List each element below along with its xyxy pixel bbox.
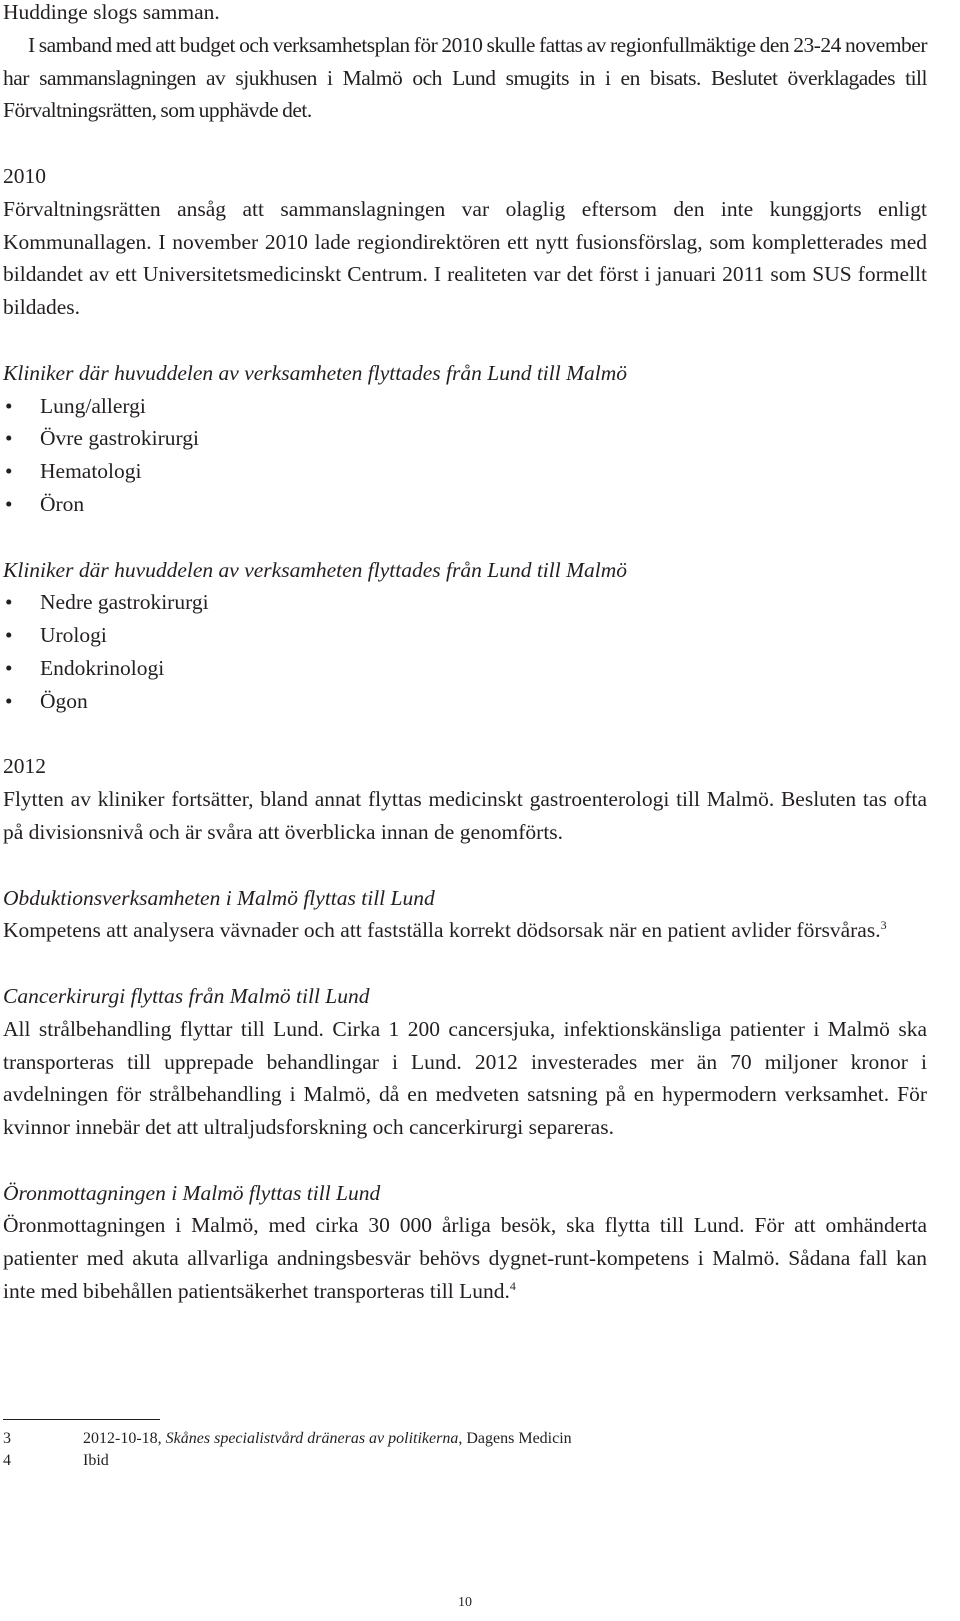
bullet-icon: • — [5, 426, 13, 451]
spacer — [3, 1144, 927, 1177]
bullet-icon: • — [5, 688, 13, 713]
clinic-list-heading-1: Kliniker där huvuddelen av verksamheten flyttades från Lund till Malmö — [3, 360, 627, 385]
list-item: • Lung/allergi — [3, 390, 927, 423]
footnote-ref: 3 — [880, 918, 887, 933]
footnote-text: 2012-10-18, Skånes specialistvård dräneras av politikerna, Dagens Medicin — [83, 1430, 572, 1447]
bullet-icon: • — [5, 459, 13, 484]
spacer — [3, 718, 927, 751]
spacer — [3, 127, 927, 160]
spacer — [3, 324, 927, 357]
cancer-heading: Cancerkirurgi flyttas från Malmö till Lund — [3, 983, 370, 1008]
document-page — [3, 0, 927, 1308]
intro-line: Huddinge slogs samman. — [3, 0, 220, 24]
page-number: 10 — [458, 1595, 472, 1610]
section-2012-paragraph: Flytten av kliniker fortsätter, bland annat flyttas medicinskt gastroenterologi till Malmö. Besluten tas ofta på divisionsnivå och är svåra att överblicka innan de genomförts. — [3, 787, 927, 844]
bullet-icon: • — [5, 655, 13, 680]
section-heading-2010: 2010 — [3, 163, 46, 188]
obduktion-paragraph: Kompetens att analysera vävnader och att fastställa korrekt dödsorsak när en patient avlider försvåras.$^3$ — [3, 918, 887, 943]
list-item: • Urologi — [3, 619, 927, 652]
clinic-list-1 — [3, 390, 927, 521]
cancer-paragraph: All strålbehandling flyttar till Lund. Cirka 1 200 cancersjuka, infektionskänsliga patienter i Malmö ska transporteras till upprepade behandlingar i Lund. 2012 investerades mer än 70 miljoner kronor i avdelningen för strålbehandling i Malmö, då en medveten satsning på en hypermodern verksamhet. För kvinnor innebär det att ultraljudsforskning och cancerkirurgi separeras. — [3, 1016, 927, 1140]
footnote-ref: 4 — [509, 1278, 516, 1293]
list-item: • Endokrinologi — [3, 652, 927, 685]
bullet-icon: • — [5, 393, 13, 418]
list-item: • Ögon — [3, 685, 927, 718]
list-item: • Övre gastrokirurgi — [3, 422, 927, 455]
footnote-text: Ibid — [83, 1452, 109, 1469]
clinic-list-2 — [3, 586, 927, 717]
clinic-list-heading-2: Kliniker där huvuddelen av verksamheten flyttades från Lund till Malmö — [3, 557, 627, 582]
intro-paragraph: I samband med att budget och verksamhetsplan för 2010 skulle fattas av regionfullmäktige den 23-24 november har sammanslagningen av sjukhusen i Malmö och Lund smugits in i en bisats. Beslutet överklagades till Förvaltningsrätten, som upphävde det. — [3, 32, 927, 123]
spacer — [3, 849, 927, 882]
bullet-icon: • — [5, 590, 13, 615]
footnote-number: 4 — [3, 1452, 11, 1469]
footnote-title: Skånes specialistvård dräneras av politikerna — [165, 1430, 459, 1447]
oron-paragraph: Öronmottagningen i Malmö, med cirka 30 000 årliga besök, ska flytta till Lund. För att omhänderta patienter med akuta allvarliga andningsbesvär behövs dygnet-runt-kompetens i Malmö. Sådana fall kan inte med bibehållen patientsäkerhet transporteras till Lund.$^4$ — [3, 1213, 927, 1304]
bullet-icon: • — [5, 491, 13, 516]
list-item: • Hematologi — [3, 455, 927, 488]
section-2010-paragraph: Förvaltningsrätten ansåg att sammanslagningen var olaglig eftersom den inte kunggjorts enligt Kommunallagen. I november 2010 lade regiondirektören ett nytt fusionsförslag, som kompletterades med bildandet av ett Universitetsmedicinskt Centrum. I realiteten var det först i januari 2011 som SUS formellt bildades. — [3, 196, 927, 320]
list-item: • Öron — [3, 488, 927, 521]
oron-heading: Öronmottagningen i Malmö flyttas till Lund — [3, 1180, 381, 1205]
bullet-icon: • — [5, 623, 13, 648]
spacer — [3, 521, 927, 554]
spacer — [3, 947, 927, 980]
footnote-divider — [3, 1419, 160, 1420]
list-item: • Nedre gastrokirurgi — [3, 586, 927, 619]
footnote-number: 3 — [3, 1430, 11, 1447]
obduktion-heading: Obduktionsverksamheten i Malmö flyttas till Lund — [3, 885, 435, 910]
section-heading-2012: 2012 — [3, 754, 46, 779]
